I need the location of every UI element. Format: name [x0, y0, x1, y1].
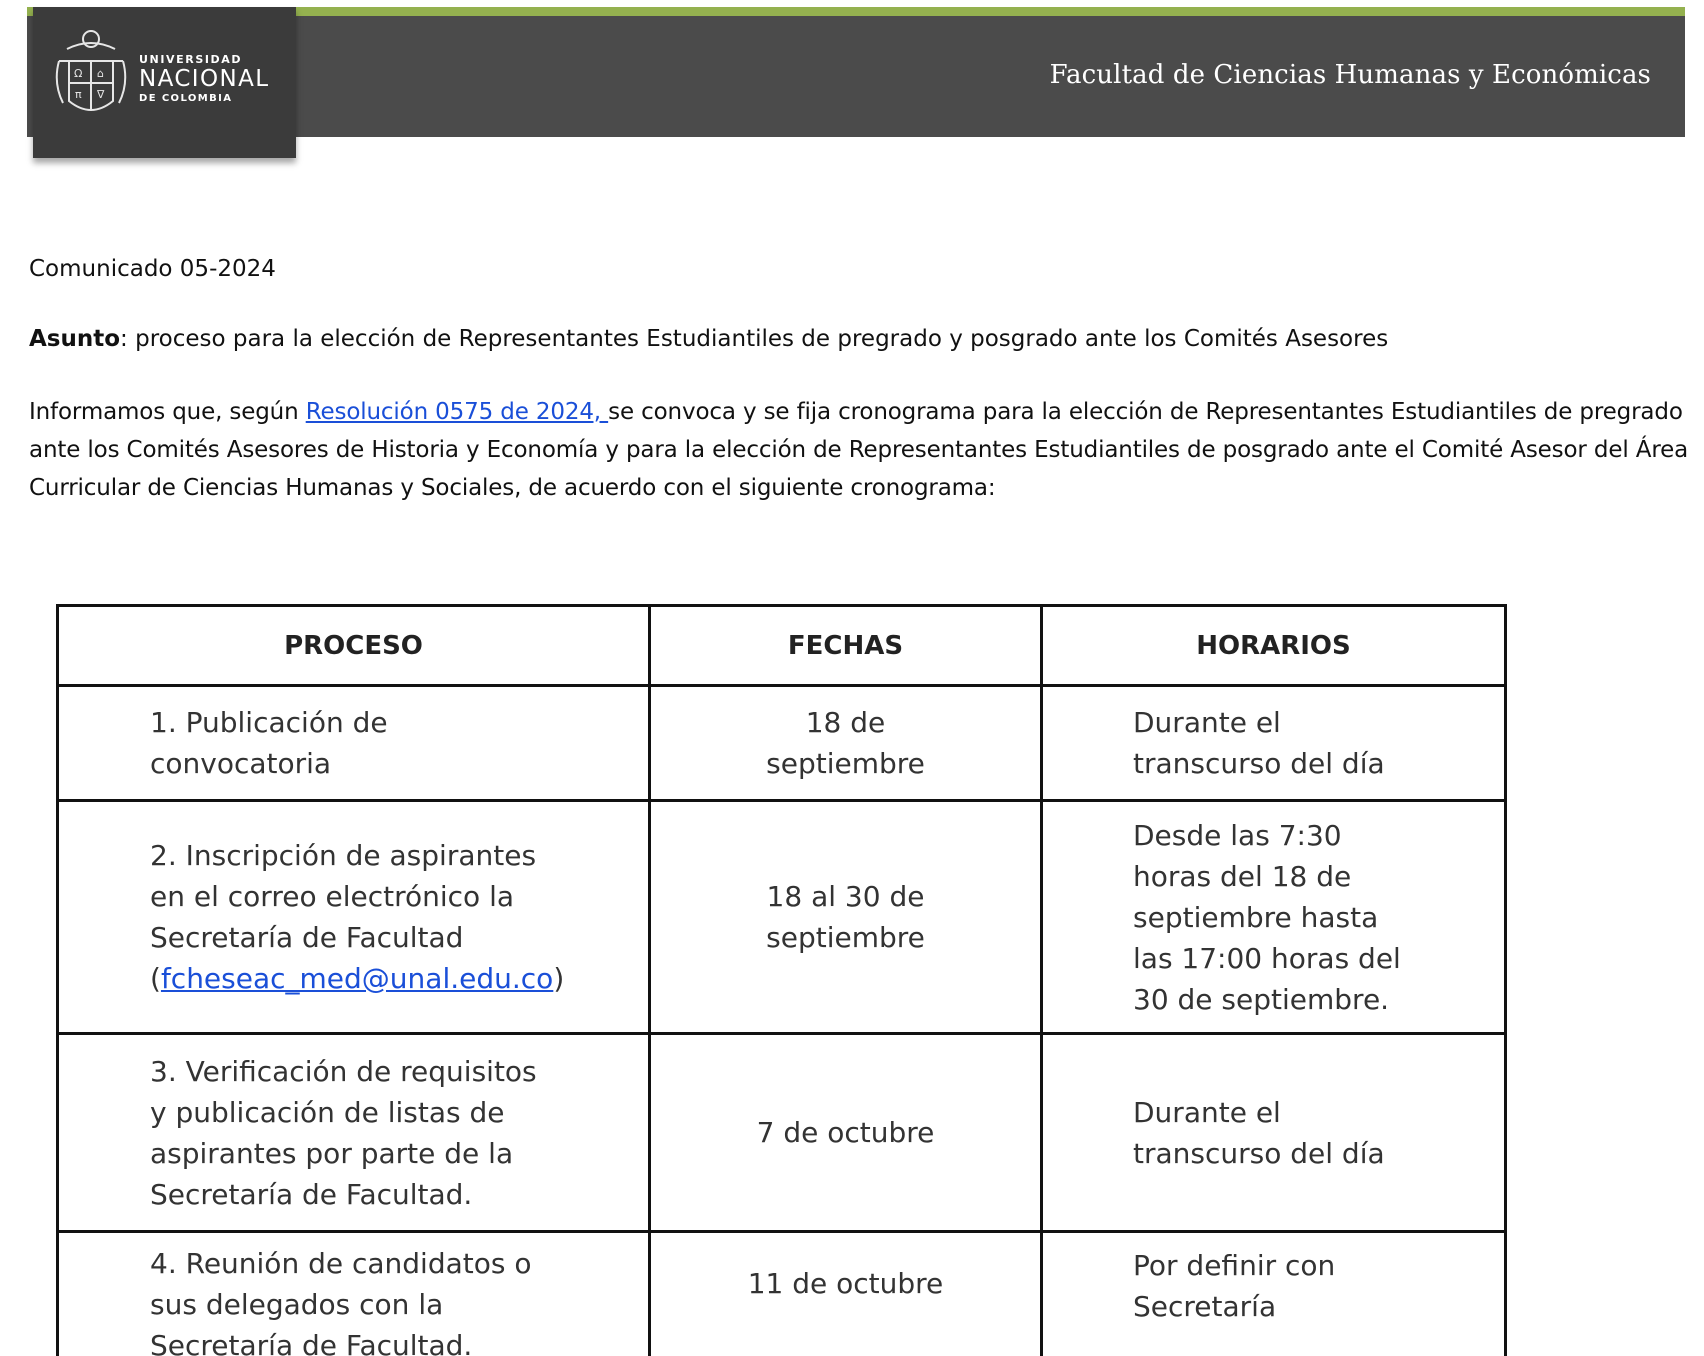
- cell-line: 3. Verificación de requisitos: [150, 1054, 537, 1088]
- cell-line: 7 de octubre: [756, 1116, 935, 1149]
- table-row: [58, 801, 1506, 1034]
- cell-line: Por definir con: [1133, 1249, 1336, 1282]
- cell-line: en el correo electrónico la: [150, 880, 514, 913]
- cell-line: Secretaría de Facultad.: [150, 1329, 473, 1356]
- faculty-title: Facultad de Ciencias Humanas y Económicas: [1049, 60, 1651, 90]
- communique-number: Comunicado 05-2024: [29, 256, 276, 282]
- svg-text:Ω: Ω: [74, 67, 83, 80]
- cell-line: septiembre: [766, 921, 925, 954]
- cell-proceso: [58, 686, 650, 801]
- intro-text-after: se convoca y se fija cronograma para la elección de Representantes Estudiantiles de pregrado ante los Comités Asesores de Historia y Economía y para la elección de Representantes Estudiantiles de posgrado ante el Comité Asesor del Área Curricular de Ciencias Humanas y Sociales, de acuerdo con el siguiente cronograma:: [29, 399, 1689, 501]
- cell-horario: [1042, 801, 1506, 1034]
- cell-line: Secretaría: [1133, 1290, 1277, 1323]
- cell-fecha: [650, 686, 1042, 801]
- subject-label: Asunto: [29, 326, 121, 352]
- cell-line: Durante el: [1133, 706, 1281, 739]
- cell-line: horas del 18 de: [1133, 859, 1352, 893]
- cell-horario: [1042, 1034, 1506, 1232]
- resolution-link[interactable]: Resolución 0575 de 2024,: [305, 399, 609, 425]
- cell-line: Secretaría de Facultad.: [150, 1177, 473, 1211]
- cell-proceso: [58, 1232, 650, 1356]
- svg-text:⌂: ⌂: [97, 67, 104, 80]
- schedule-table: [56, 604, 1507, 1356]
- subject-text: : proceso para la elección de Representantes Estudiantiles de pregrado y posgrado ante los Comités Asesores: [120, 326, 1389, 352]
- cell-line: y publicación de listas de: [150, 1095, 505, 1129]
- email-paren-close: ): [553, 962, 565, 995]
- logo-wordmark: [139, 53, 269, 104]
- table-row: [58, 1232, 1506, 1356]
- cell-line: aspirantes por parte de la: [150, 1136, 514, 1170]
- intro-paragraph: [29, 393, 1689, 507]
- cell-line: transcurso del día: [1133, 1136, 1385, 1170]
- cell-line: septiembre hasta: [1133, 900, 1379, 934]
- cell-line: transcurso del día: [1133, 747, 1385, 780]
- logo-line-3: DE COLOMBIA: [139, 93, 233, 104]
- cell-line: 18 de: [805, 706, 886, 739]
- cell-spacer: [651, 1243, 1040, 1263]
- cell-line: Durante el: [1133, 1095, 1281, 1129]
- cell-proceso: [58, 1034, 650, 1232]
- university-seal-icon: [53, 27, 129, 119]
- table-row: [58, 1034, 1506, 1232]
- cell-line: septiembre: [766, 747, 925, 780]
- header-proceso: PROCESO: [58, 606, 650, 686]
- cell-line: las 17:00 horas del: [1133, 941, 1401, 975]
- cell-proceso: [58, 801, 650, 1034]
- cell-line: 2. Inscripción de aspirantes: [150, 839, 537, 872]
- cell-line: convocatoria: [150, 747, 332, 780]
- cell-line: Secretaría de Facultad: [150, 921, 464, 954]
- cell-line: [150, 958, 648, 999]
- logo-line-2: NACIONAL: [139, 66, 270, 92]
- svg-text:∇: ∇: [97, 88, 105, 101]
- subject-line: [29, 326, 1689, 352]
- university-logo[interactable]: [33, 7, 296, 158]
- email-link[interactable]: fcheseac_med@unal.edu.co: [160, 962, 554, 995]
- cell-fecha: [650, 801, 1042, 1034]
- header-horarios: HORARIOS: [1042, 606, 1506, 686]
- cell-horario: [1042, 1232, 1506, 1356]
- cell-line: sus delegados con la: [150, 1288, 444, 1321]
- intro-text-before: Informamos que, según: [29, 399, 306, 425]
- cell-line: 30 de septiembre.: [1133, 982, 1390, 1016]
- cell-line: 18 al 30 de: [766, 880, 925, 913]
- svg-text:π: π: [75, 88, 82, 101]
- cell-line: 1. Publicación de: [150, 706, 388, 739]
- table-row: [58, 686, 1506, 801]
- cell-line: 4. Reunión de candidatos o: [150, 1247, 532, 1280]
- cell-fecha: [650, 1034, 1042, 1232]
- table-header-row: [58, 606, 1506, 686]
- logo-line-1: UNIVERSIDAD: [139, 53, 243, 66]
- cell-line: Desde las 7:30: [1133, 818, 1342, 852]
- email-paren-open: (: [150, 962, 161, 995]
- header-fechas: FECHAS: [650, 606, 1042, 686]
- cell-horario: [1042, 686, 1506, 801]
- cell-fecha: [650, 1232, 1042, 1356]
- cell-line: 11 de octubre: [747, 1267, 944, 1300]
